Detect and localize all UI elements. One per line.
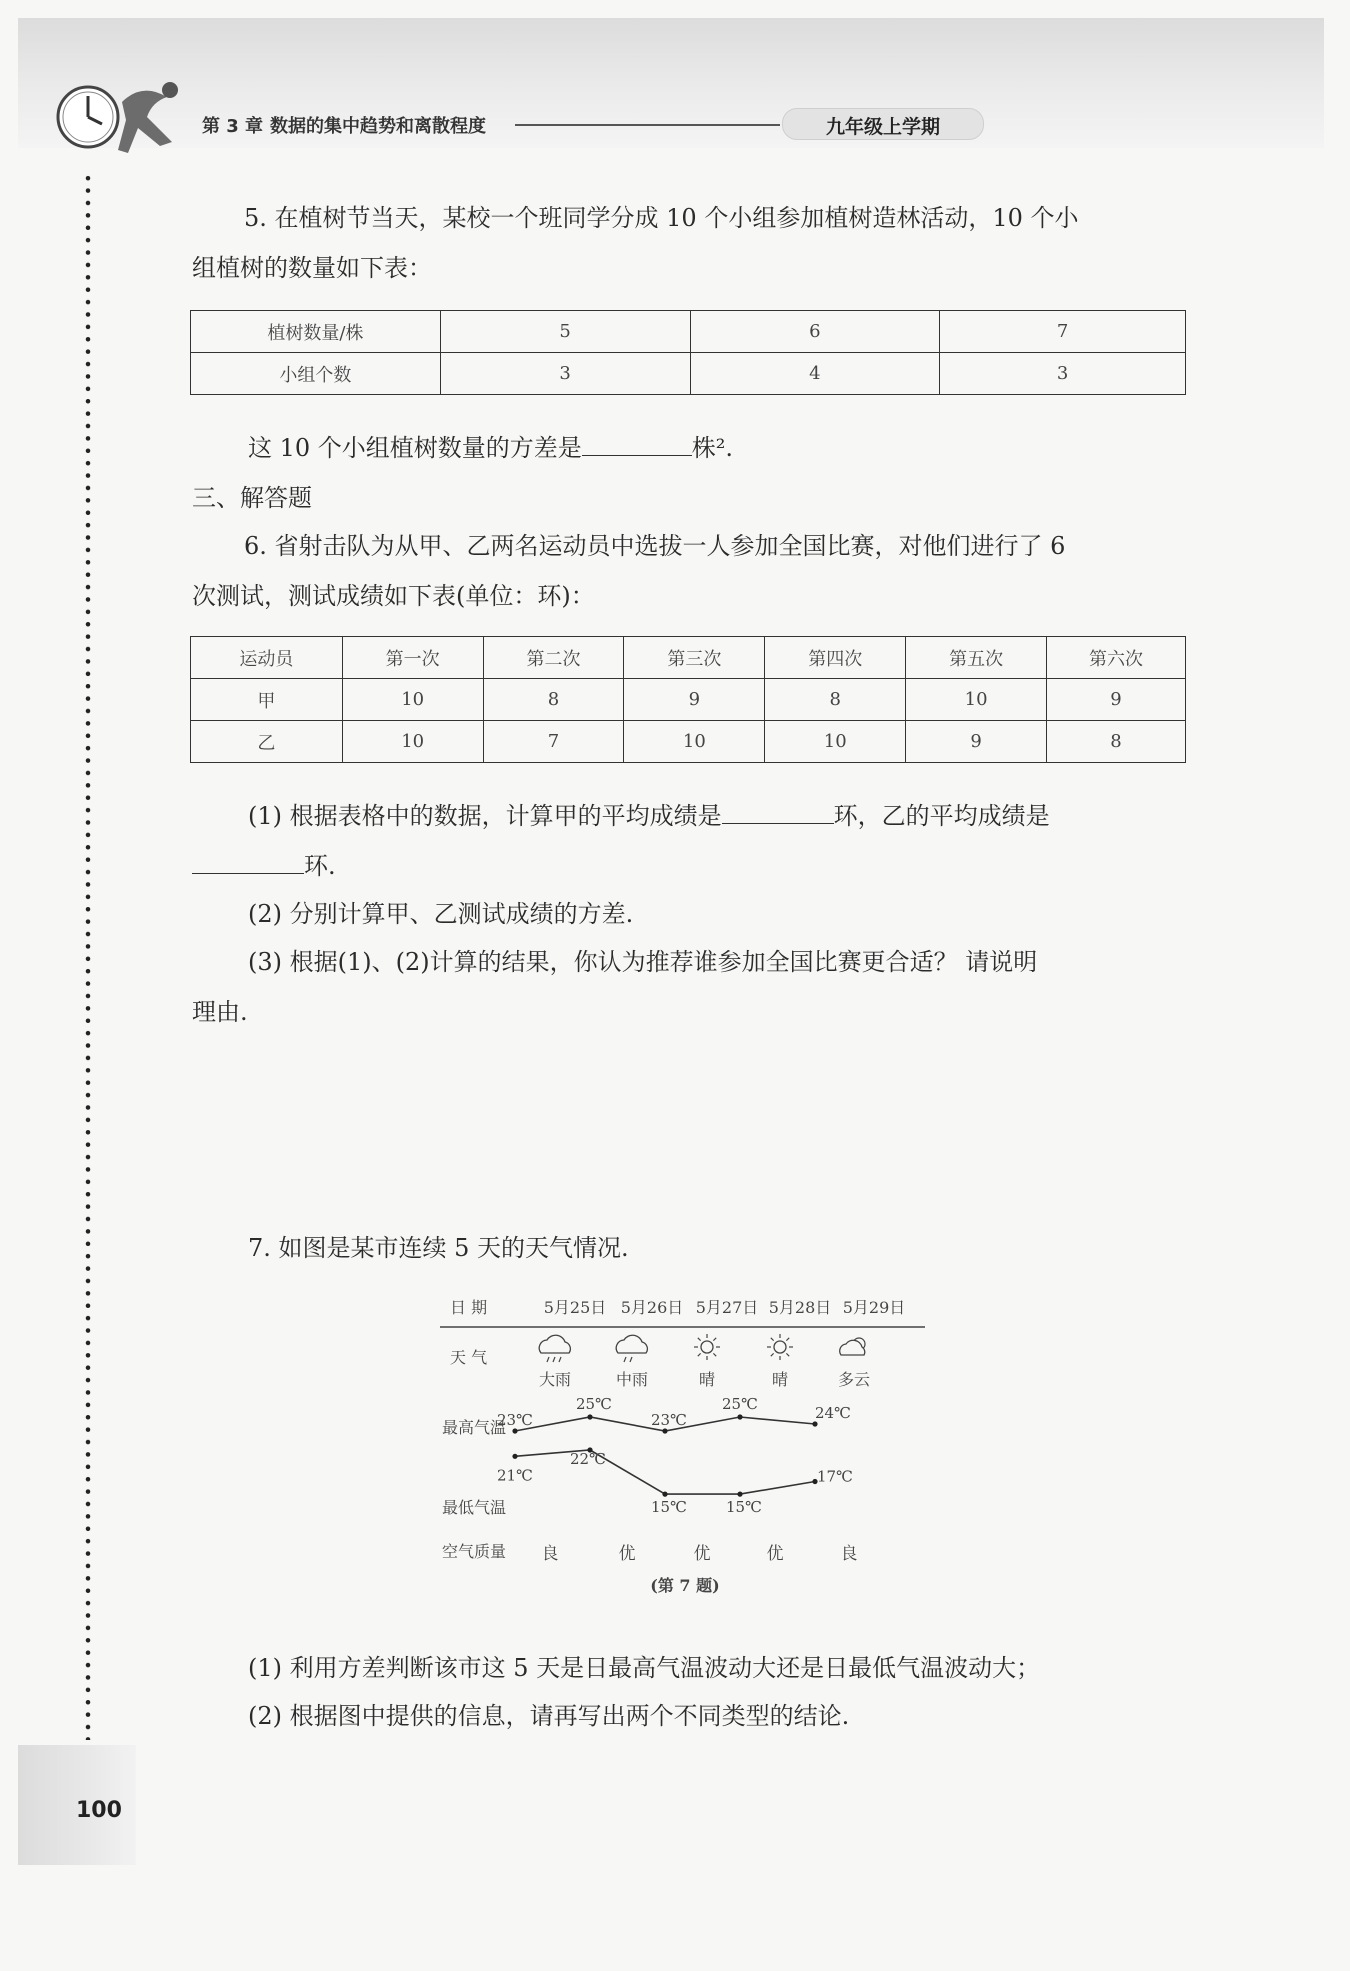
heavy-rain-icon xyxy=(539,1335,570,1353)
table-row xyxy=(191,311,1186,353)
page-number: 100 xyxy=(76,1798,122,1823)
q7-part2: (2) 根据图中提供的信息，请再写出两个不同类型的结论. xyxy=(248,1702,850,1730)
high-temp-label: 23℃ xyxy=(651,1411,687,1429)
high-temp-label: 24℃ xyxy=(815,1404,851,1422)
high-temp-label: 25℃ xyxy=(576,1395,612,1413)
q5-answer-prefix: 这 10 个小组植树数量的方差是 xyxy=(248,434,582,462)
raindrop-icon xyxy=(624,1357,626,1362)
q6-table xyxy=(190,636,1186,763)
high-temp-point xyxy=(812,1421,817,1426)
table-header-cell: 第四次 xyxy=(765,637,906,679)
q6-part1-a: (1) 根据表格中的数据，计算甲的平均成绩是 xyxy=(248,802,722,830)
table-row xyxy=(191,679,1186,721)
weather-row-label: 天 气 xyxy=(450,1348,488,1367)
q6-part1-b: 环，乙的平均成绩是 xyxy=(833,802,1050,830)
table-cell: 10 xyxy=(342,721,483,763)
table-cell: 乙 xyxy=(191,721,343,763)
air-quality-label: 良 xyxy=(541,1544,559,1564)
air-quality-label: 良 xyxy=(840,1544,858,1564)
q6-part2: (2) 分别计算甲、乙测试成绩的方差. xyxy=(248,900,634,928)
high-temp-row-label: 最高气温 xyxy=(442,1418,507,1437)
weather-label: 大雨 xyxy=(538,1370,572,1389)
table-cell: 10 xyxy=(765,721,906,763)
raindrop-icon xyxy=(547,1357,549,1362)
table-cell: 7 xyxy=(940,311,1186,353)
table-cell: 10 xyxy=(342,679,483,721)
table-cell: 4 xyxy=(690,353,940,395)
air-quality-label: 优 xyxy=(766,1544,784,1564)
weather-label: 多云 xyxy=(837,1370,871,1389)
low-temp-label: 15℃ xyxy=(726,1498,762,1517)
sun-ray-icon xyxy=(786,1353,789,1356)
air-quality-label: 优 xyxy=(618,1544,636,1564)
table-row xyxy=(191,353,1186,395)
q5-line-1: 5. 在植树节当天，某校一个班同学分成 10 个小组参加植树造林活动，10 个小 xyxy=(244,204,1079,232)
q5-table xyxy=(190,310,1186,395)
sun-ray-icon xyxy=(713,1338,716,1341)
table-header-row xyxy=(191,637,1186,679)
q7-intro: 7. 如图是某市连续 5 天的天气情况. xyxy=(248,1234,629,1262)
sun-ray-icon xyxy=(771,1353,774,1356)
high-temp-label: 23℃ xyxy=(497,1411,533,1429)
low-temp-label: 21℃ xyxy=(497,1466,533,1485)
weather-label: 中雨 xyxy=(615,1370,649,1389)
header-rule xyxy=(515,124,780,126)
date-row-label: 日 期 xyxy=(450,1298,488,1317)
low-temp-label: 17℃ xyxy=(817,1467,853,1486)
low-temp-row-label: 最低气温 xyxy=(442,1498,507,1517)
q5-line-2: 组植树的数量如下表： xyxy=(192,254,432,282)
q6-line-1: 6. 省射击队为从甲、乙两名运动员中选拔一人参加全国比赛，对他们进行了 6 xyxy=(244,532,1066,560)
low-temp-point xyxy=(662,1492,667,1497)
sun-ray-icon xyxy=(698,1338,701,1341)
high-temp-label: 25℃ xyxy=(722,1395,758,1413)
q6-part3-line-2: 理由. xyxy=(192,998,248,1026)
high-temp-point xyxy=(737,1414,742,1419)
table-cell: 小组个数 xyxy=(191,353,441,395)
cloudy-icon xyxy=(840,1340,865,1355)
table-cell: 6 xyxy=(690,311,940,353)
date-label: 5月27日 xyxy=(695,1298,759,1317)
q6-yi-mean-blank[interactable] xyxy=(192,851,304,874)
sun-ray-icon xyxy=(698,1353,701,1356)
high-temp-point xyxy=(512,1428,517,1433)
clock-runner-logo-icon xyxy=(52,72,212,162)
air-quality-row-label: 空气质量 xyxy=(442,1542,507,1561)
high-temp-point xyxy=(662,1428,667,1433)
q6-jia-mean-blank[interactable] xyxy=(722,801,834,824)
table-header-cell: 第五次 xyxy=(906,637,1047,679)
table-cell: 9 xyxy=(624,679,765,721)
raindrop-icon xyxy=(559,1357,561,1362)
low-temp-label: 15℃ xyxy=(651,1498,687,1517)
date-label: 5月25日 xyxy=(543,1298,607,1317)
date-label: 5月29日 xyxy=(842,1298,906,1317)
table-header-cell: 第一次 xyxy=(342,637,483,679)
table-header-cell: 第二次 xyxy=(483,637,624,679)
q5-answer-suffix: 株². xyxy=(691,434,734,462)
weather-label: 晴 xyxy=(698,1370,716,1389)
table-cell: 甲 xyxy=(191,679,343,721)
q5-answer-blank[interactable] xyxy=(582,433,692,456)
q6-part1-line-2 xyxy=(192,846,336,881)
grade-badge xyxy=(782,108,984,140)
low-temp-line xyxy=(515,1450,815,1494)
q6-part3-line-1: (3) 根据(1)、(2)计算的结果，你认为推荐谁参加全国比赛更合适？ 请说明 xyxy=(248,948,1038,976)
table-cell: 7 xyxy=(483,721,624,763)
q7-part1: (1) 利用方差判断该市这 5 天是日最高气温波动大还是日最低气温波动大； xyxy=(248,1654,1041,1682)
section-heading: 三、解答题 xyxy=(192,484,312,512)
table-header-cell: 第六次 xyxy=(1047,637,1186,679)
grade-label: 九年级上学期 xyxy=(825,116,940,138)
table-cell: 3 xyxy=(940,353,1186,395)
table-cell: 9 xyxy=(1047,679,1186,721)
sun-ray-icon xyxy=(771,1338,774,1341)
high-temp-point xyxy=(587,1414,592,1419)
air-quality-label: 优 xyxy=(693,1544,711,1564)
q5-answer-line xyxy=(248,428,733,463)
table-cell: 8 xyxy=(483,679,624,721)
weather-label: 晴 xyxy=(771,1370,789,1389)
chapter-title: 数据的集中趋势和离散程度 xyxy=(270,116,486,137)
table-row xyxy=(191,721,1186,763)
moderate-rain-icon xyxy=(616,1335,647,1353)
raindrop-icon xyxy=(553,1357,555,1362)
table-header-cell: 运动员 xyxy=(191,637,343,679)
table-cell: 10 xyxy=(906,679,1047,721)
table-cell: 8 xyxy=(1047,721,1186,763)
table-cell: 3 xyxy=(440,353,690,395)
chart-caption: (第 7 题) xyxy=(650,1576,720,1595)
table-cell: 8 xyxy=(765,679,906,721)
low-temp-point xyxy=(512,1454,517,1459)
sunny-icon xyxy=(774,1341,786,1353)
table-header-cell: 第三次 xyxy=(624,637,765,679)
chapter-number: 第 3 章 xyxy=(202,116,264,137)
sun-ray-icon xyxy=(786,1338,789,1341)
table-cell: 9 xyxy=(906,721,1047,763)
q6-part1-line-1 xyxy=(248,796,1050,831)
low-temp-point xyxy=(737,1492,742,1497)
dotted-margin-line xyxy=(85,172,91,1740)
raindrop-icon xyxy=(630,1357,632,1362)
table-cell: 5 xyxy=(440,311,690,353)
date-label: 5月26日 xyxy=(620,1298,684,1317)
sun-ray-icon xyxy=(713,1353,716,1356)
table-cell: 植树数量/株 xyxy=(191,311,441,353)
q6-part1-c: 环. xyxy=(304,852,336,880)
weather-chart xyxy=(440,1285,930,1625)
date-label: 5月28日 xyxy=(768,1298,832,1317)
q6-line-2: 次测试，测试成绩如下表(单位：环)： xyxy=(192,582,595,610)
table-cell: 10 xyxy=(624,721,765,763)
sunny-icon xyxy=(701,1341,713,1353)
low-temp-label: 22℃ xyxy=(570,1450,606,1468)
